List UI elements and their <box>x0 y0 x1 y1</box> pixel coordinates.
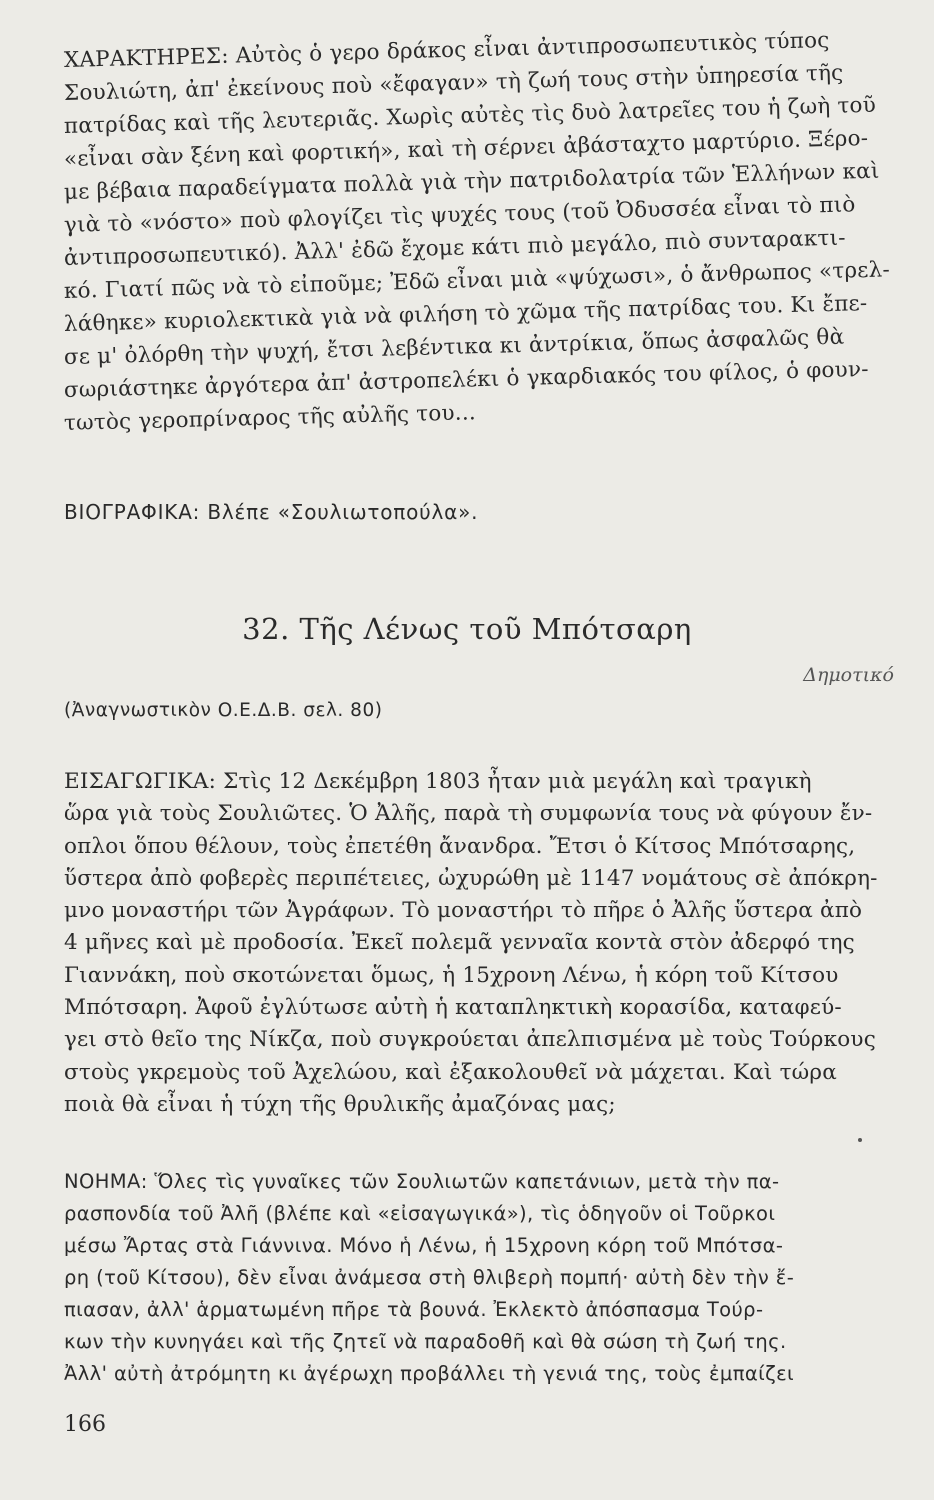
text-line: Σουλιώτη, ἀπ' ἐκείνους ποὺ «ἔφαγαν» τὴ ζωή τους στὴν ὑπηρεσία τῆς <box>63 60 844 106</box>
text-line: οπλοι ὅπου θέλουν, τοὺς ἐπετέθη ἄνανδρα. Ἔτσι ὁ Κίτσος Μπότσαρης, <box>64 833 856 859</box>
intro-section <box>64 766 904 1121</box>
text-line: ἀντιπροσωπευτικό). Ἀλλ' ἐδῶ ἔχομε κάτι πιὸ μεγάλο, πιὸ συνταρακτι- <box>63 225 846 271</box>
text-line: ὥρα γιὰ τοὺς Σουλιῶτες. Ὁ Ἀλῆς, παρὰ τὴ συμφωνία τους νὰ φύγουν ἔν- <box>64 801 873 827</box>
poem-genre: Δημοτικό <box>803 664 894 686</box>
biography-section <box>64 496 904 529</box>
text-line: με βέβαια παραδείγματα πολλὰ γιὰ τὴν πατριδολατρία τῶν Ἑλλήνων καὶ <box>63 158 880 205</box>
text-line: «εἶναι σὰν ξένη καὶ φορτική», καὶ τὴ σέρνει ἀβάσταχτο μαρτύριο. Ξέρο- <box>63 125 869 172</box>
characters-section <box>63 27 904 440</box>
text-line: σωριάστηκε ἀργότερα ἀπ' ἀστροπελέκι ὁ γκαρδιακός του φίλος, ὁ φουν- <box>63 356 869 403</box>
text-line: λάθηκε» κυριολεκτικὰ γιὰ νὰ φιλήση τὸ χῶμα τῆς πατρίδας του. Κι ἔπε- <box>63 290 868 337</box>
text-line: ὕστερα ἀπὸ φοβερὲς περιπέτειες, ὠχυρώθη μὲ 1147 νομάτους σὲ ἀπόκρη- <box>64 865 878 891</box>
text-line: σε μ' ὀλόρθη τὴν ψυχή, ἔτσι λεβέντικα κι ἀντρίκια, ὅπως ἀσφαλῶς θὰ <box>63 324 845 370</box>
text-line: Μπότσαρη. Ἀφοῦ ἐγλύτωσε αὐτὴ ἡ καταπληκτικὴ κορασίδα, καταφεύ- <box>64 995 842 1021</box>
text-line: ΝΟΗΜΑ: Ὅλες τὶς γυναῖκες τῶν Σουλιωτῶν καπετάνιων, μετὰ τὴν πα- <box>64 1170 780 1193</box>
text-line: κό. Γιατί πῶς νὰ τὸ εἰποῦμε; Ἐδῶ εἶναι μιὰ «ψύχωσι», ὁ ἄνθρωπος «τρελ- <box>63 257 891 304</box>
text-line: 4 μῆνες καὶ μὲ προδοσία. Ἐκεῖ πολεμᾶ γενναῖα κοντὰ στὸν ἀδερφό της <box>64 930 855 956</box>
text-line: μέσω Ἄρτας στὰ Γιάννινα. Μόνο ἡ Λένω, ἡ 15χρονη κόρη τοῦ Μπότσα- <box>64 1234 784 1257</box>
meaning-section <box>64 1166 904 1390</box>
text-line: ΧΑΡΑΚΤΗΡΕΣ: Αὐτὸς ὁ γερο δράκος εἶναι ἀντιπροσωπευτικὸς τύπος <box>63 27 830 73</box>
text-line: Γιαννάκη, ποὺ σκοτώνεται ὅμως, ἡ 15χρονη Λένω, ἡ κόρη τοῦ Κίτσου <box>64 962 839 988</box>
text-line: ΕΙΣΑΓΩΓΙΚΑ: Στὶς 12 Δεκέμβρη 1803 ἦταν μιὰ μεγάλη καὶ τραγικὴ <box>64 769 812 794</box>
text-line: πατρίδας καὶ τῆς λευτεριᾶς. Χωρὶς αὐτὲς τὶς δυὸ λατρεῖες του ἡ ζωὴ τοῦ <box>63 92 877 139</box>
text-line: στοὺς γκρεμοὺς τοῦ Ἀχελώου, καὶ ἐξακολουθεῖ νὰ μάχεται. Καὶ τώρα <box>64 1059 837 1085</box>
text-line: γει στὸ θεῖο της Νίκζα, ποὺ συγκρούεται ἀπελπισμένα μὲ τοὺς Τούρκους <box>64 1027 876 1053</box>
text-line: τωτὸς γεροπρίναρος τῆς αὐλῆς του... <box>63 400 477 436</box>
text-line: ρη (τοῦ Κίτσου), δὲν εἶναι ἀνάμεσα στὴ θλιβερὴ πομπή· αὐτὴ δὲν τὴν ἔ- <box>64 1266 795 1289</box>
poem-title: 32. Τῆς Λένως τοῦ Μπότσαρη <box>242 612 692 646</box>
text-line: ρασπονδία τοῦ Ἀλῆ (βλέπε καὶ «εἰσαγωγικά»), τὶς ὁδηγοῦν οἱ Τοῦρκοι <box>64 1202 776 1225</box>
poem-source: (Ἀναγνωστικὸν Ο.Ε.Δ.Β. σελ. 80) <box>64 700 383 721</box>
ink-dot <box>858 1138 862 1142</box>
page-number: 166 <box>64 1412 106 1437</box>
text-line: γιὰ τὸ «νόστο» ποὺ φλογίζει τὶς ψυχές τους (τοῦ Ὀδυσσέα εἶναι τὸ πιὸ <box>63 192 856 238</box>
text-line: μνο μοναστήρι τῶν Ἀγράφων. Τὸ μοναστήρι τὸ πῆρε ὁ Ἀλῆς ὕστερα ἀπὸ <box>64 898 863 924</box>
text-line: ποιὰ θὰ εἶναι ἡ τύχη τῆς θρυλικῆς ἀμαζόνας μας; <box>64 1091 616 1117</box>
text-line: κων τὴν κυνηγάει καὶ τῆς ζητεῖ νὰ παραδοθῆ καὶ θὰ σώση τὴ ζωή της. <box>64 1330 787 1353</box>
biography-line: ΒΙΟΓΡΑΦΙΚΑ: Βλέπε «Σουλιωτοπούλα». <box>64 500 479 524</box>
text-line: Ἀλλ' αὐτὴ ἀτρόμητη κι ἀγέρωχη προβάλλει τὴ γενιά της, τοὺς ἐμπαίζει <box>64 1362 795 1385</box>
text-line: πιασαν, ἀλλ' ἁρματωμένη πῆρε τὰ βουνά. Ἐκλεκτὸ ἀπόσπασμα Τούρ- <box>64 1298 764 1321</box>
